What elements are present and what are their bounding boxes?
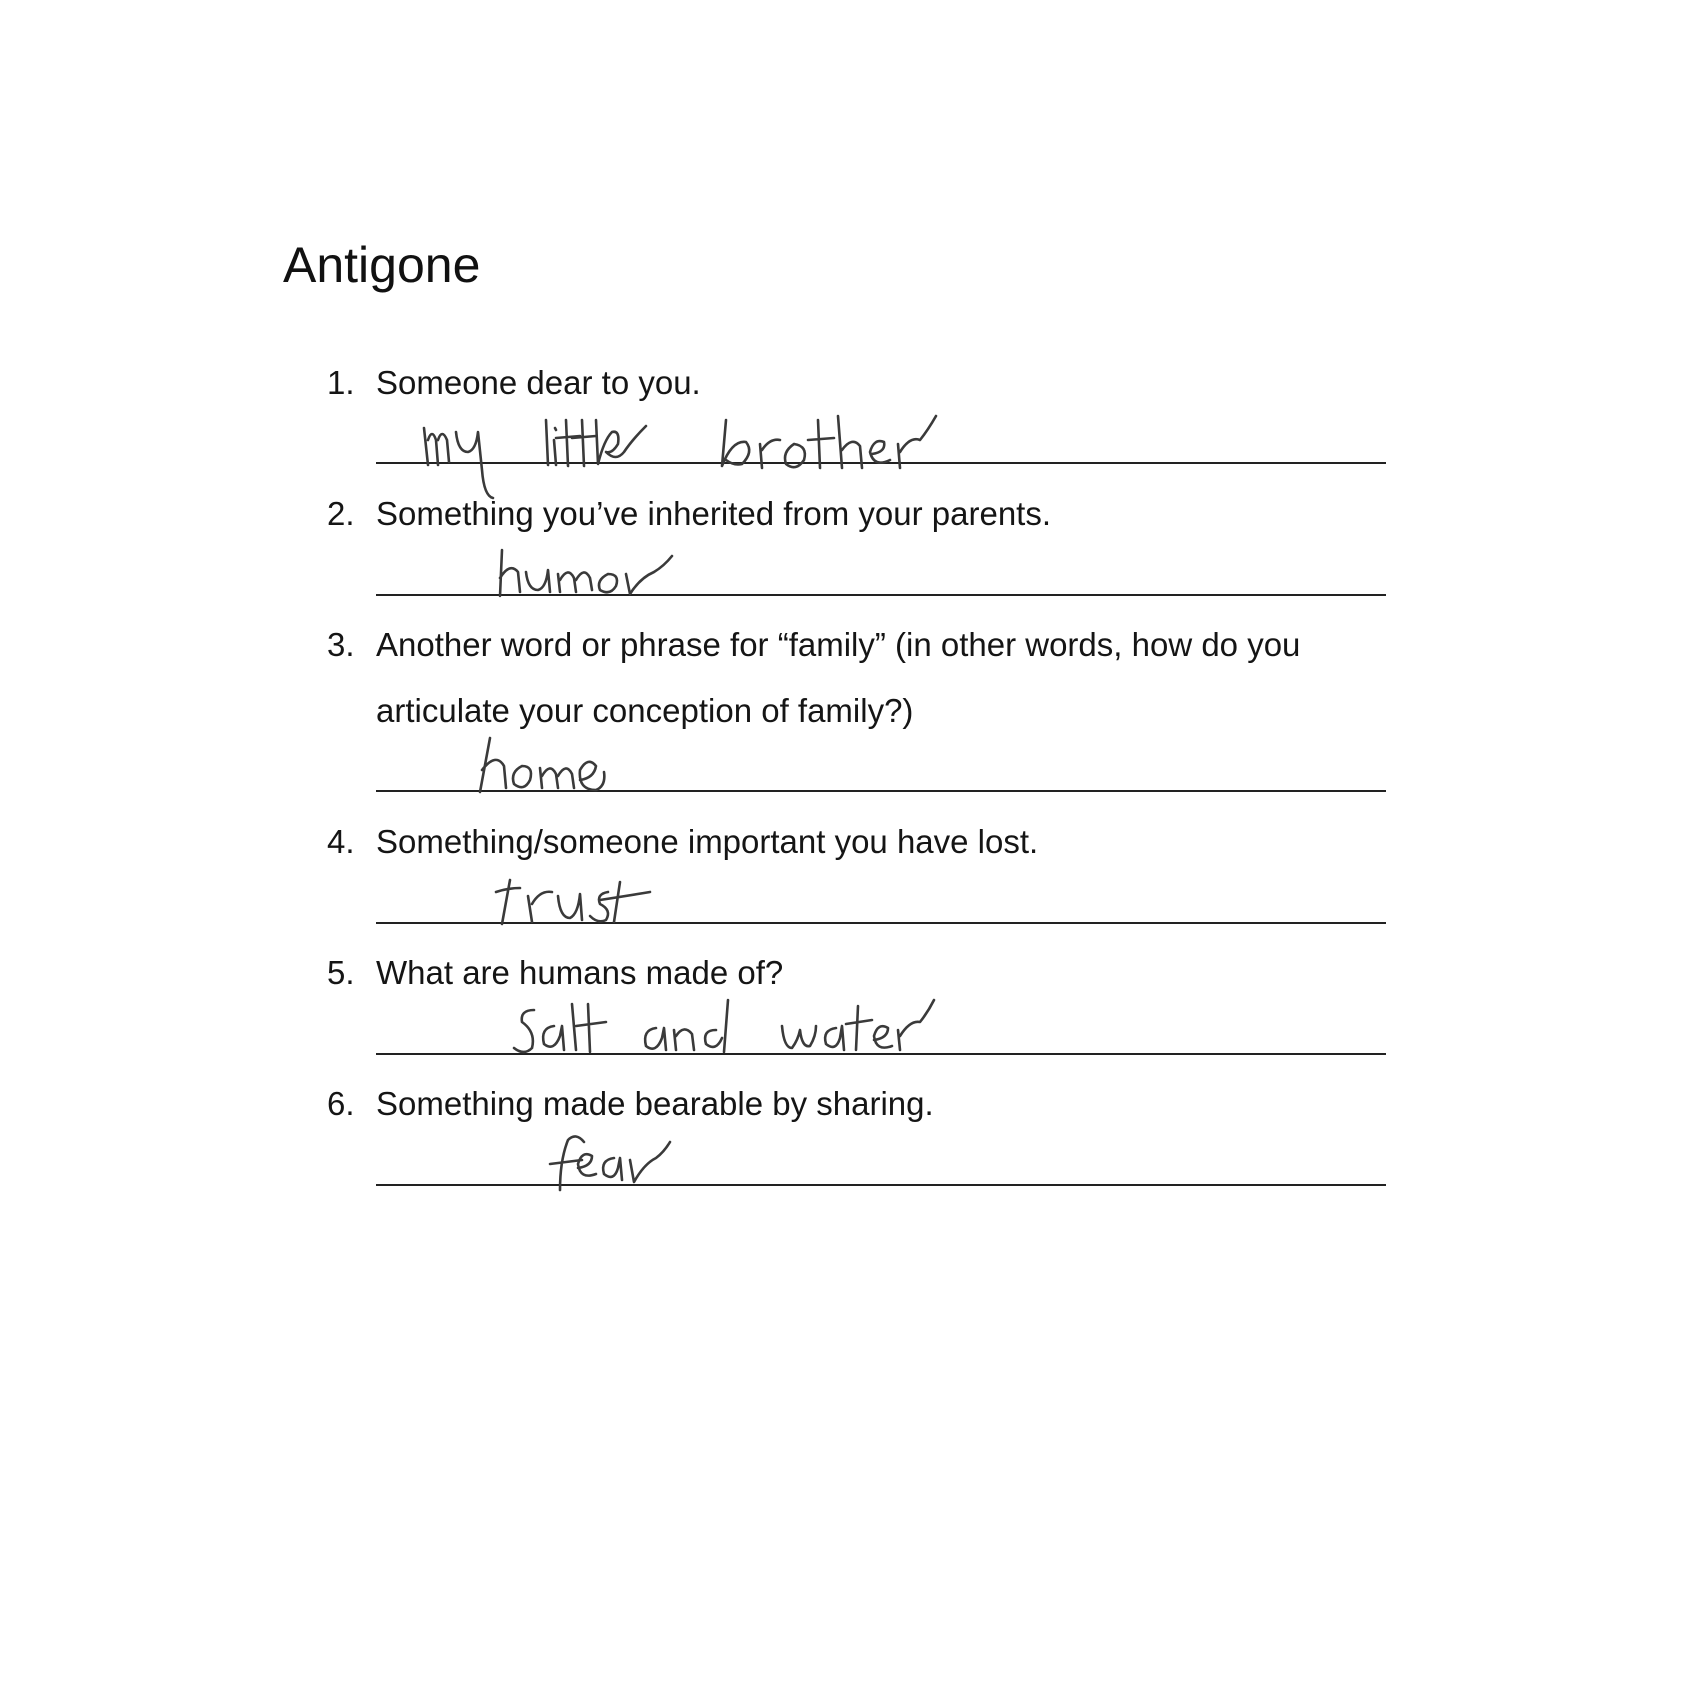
answer-line-1[interactable] [376, 462, 1386, 464]
answer-line-2[interactable] [376, 594, 1386, 596]
handwritten-answer-6 [550, 1136, 670, 1190]
question-text: Someone dear to you. [376, 364, 701, 401]
question-number: 4. [327, 823, 355, 860]
question-number: 6. [327, 1085, 355, 1122]
handwritten-answer-5 [514, 1000, 934, 1052]
handwritten-answer-4 [496, 880, 650, 924]
handwritten-answer-2 [500, 550, 672, 596]
question-number: 2. [327, 495, 355, 532]
question-text-line-2: articulate your conception of family?) [376, 692, 914, 729]
question-number: 5. [327, 954, 355, 991]
worksheet-title: Antigone [283, 237, 481, 293]
answer-line-3[interactable] [376, 790, 1386, 792]
answer-line-6[interactable] [376, 1184, 1386, 1186]
handwritten-answer-3 [480, 738, 604, 792]
answer-line-4[interactable] [376, 922, 1386, 924]
question-number: 1. [327, 364, 355, 401]
question-number: 3. [327, 626, 355, 663]
question-text: Something made bearable by sharing. [376, 1085, 934, 1122]
question-text: What are humans made of? [376, 954, 784, 991]
question-text: Something you’ve inherited from your parents. [376, 495, 1052, 532]
question-text: Something/someone important you have lost. [376, 823, 1039, 860]
question-text-line-1: Another word or phrase for “family” (in other words, how do you [376, 626, 1301, 663]
answer-line-5[interactable] [376, 1053, 1386, 1055]
